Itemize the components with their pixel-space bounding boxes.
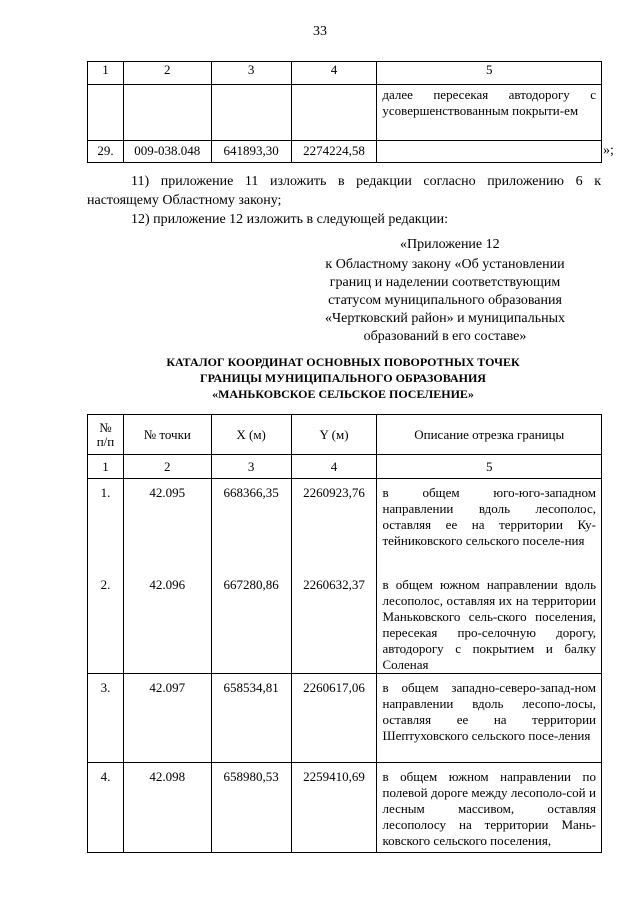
appendix-line: границ и наделении соответствующим (329, 275, 561, 290)
segment-description: в общем южном направлении по полевой дороге между лесополо-сой и лесным массивом, оставляя лесополосу на территории Мань-ковского сельского поселения, (377, 763, 602, 853)
table-index-row (88, 455, 602, 479)
appendix-line: «Чертковский район» и муниципальных (325, 311, 565, 326)
paragraph-11: 11) приложение 11 изложить в редакции согласно приложению 6 к настоящему Областному закону; (87, 174, 601, 208)
x-coordinate: 668366,35 (223, 485, 279, 500)
appendix-line: к Областному закону «Об установлении (325, 257, 565, 272)
header-point: № точки (123, 415, 211, 455)
table-row (88, 141, 602, 163)
header-description: Описание отрезка границы (377, 415, 602, 455)
x-cell (211, 479, 291, 674)
index-cell: 4 (291, 455, 377, 479)
index-cell: 2 (123, 455, 211, 479)
description-cell: далее пересекая автодорогу с усовершенствованным покрыти-ем (377, 85, 602, 141)
y-coordinate: 2260923,76 (303, 485, 365, 500)
y-coordinate: 2259410,69 (291, 763, 377, 853)
coordinates-table (87, 414, 602, 853)
header-x: X (м) (211, 415, 291, 455)
x-coordinate: 658980,53 (211, 763, 291, 853)
table-row (88, 85, 602, 141)
row-number-cell (88, 479, 124, 674)
segment-description: в общем западно-северо-запад-ном направлении вдоль лесопо-лосы, оставляя ее на территории Шептуховского сельского посе-ления (377, 674, 602, 763)
index-cell: 5 (377, 455, 602, 479)
y-cell (291, 479, 377, 674)
table-header-row (88, 415, 602, 455)
catalog-title (0, 354, 640, 402)
index-cell: 1 (88, 455, 124, 479)
appendix-title: «Приложение 12 (400, 237, 500, 252)
table-row (88, 763, 602, 853)
row-number: 2. (100, 577, 111, 592)
top-table (87, 61, 602, 163)
header-cell: 2 (123, 62, 211, 85)
catalog-title-line: КАТАЛОГ КООРДИНАТ ОСНОВНЫХ ПОВОРОТНЫХ ТОЧЕК (166, 355, 520, 369)
catalog-title-line: «МАНЬКОВСКОЕ СЕЛЬСКОЕ ПОСЕЛЕНИЕ» (212, 387, 474, 401)
segment-description: в общем юго-юго-западном направлении вдоль лесополос, оставляя ее на территории Ку-тейниковского сельского поселе-ния (382, 485, 596, 548)
x-coordinate: 641893,30 (211, 141, 291, 163)
table-row (88, 674, 602, 763)
header-cell: 1 (88, 62, 124, 85)
description-cell (377, 141, 602, 163)
row-number: 3. (88, 674, 124, 763)
point-number: 42.097 (123, 674, 211, 763)
table-row (88, 479, 602, 674)
x-coordinate: 658534,81 (211, 674, 291, 763)
x-coordinate: 667280,86 (223, 577, 279, 592)
row-number: 29. (88, 141, 124, 163)
page-number: 33 (313, 24, 327, 39)
y-coordinate: 2260632,37 (303, 577, 365, 592)
row-number: 4. (88, 763, 124, 853)
header-cell: 3 (211, 62, 291, 85)
appendix-caption (300, 256, 590, 346)
description-cell (377, 479, 602, 674)
header-y: Y (м) (291, 415, 377, 455)
header-num: № п/п (88, 415, 124, 455)
catalog-title-line: ГРАНИЦЫ МУНИЦИПАЛЬНОГО ОБРАЗОВАНИЯ (200, 371, 486, 385)
header-cell: 4 (291, 62, 377, 85)
table-header-row (88, 62, 602, 85)
point-number: 009-038.048 (123, 141, 211, 163)
y-coordinate: 2260617,06 (291, 674, 377, 763)
paragraph-12: 12) приложение 12 изложить в следующей редакции: (131, 212, 448, 227)
index-cell: 3 (211, 455, 291, 479)
row-number: 1. (100, 485, 111, 500)
appendix-line: статусом муниципального образования (328, 293, 562, 308)
point-number: 42.095 (149, 485, 186, 500)
end-mark: »; (603, 143, 614, 158)
point-cell (123, 479, 211, 674)
y-coordinate: 2274224,58 (291, 141, 377, 163)
point-number: 42.098 (123, 763, 211, 853)
point-number: 42.096 (149, 577, 186, 592)
header-cell: 5 (377, 62, 602, 85)
segment-description: в общем южном направлении вдоль лесополос, оставляя их на территории Маньковского сель-ского поселения, пересекая про-селочную дорогу, автодорогу с покрытием и балку Соленая (382, 577, 596, 672)
appendix-line: образований в его составе» (363, 329, 527, 344)
